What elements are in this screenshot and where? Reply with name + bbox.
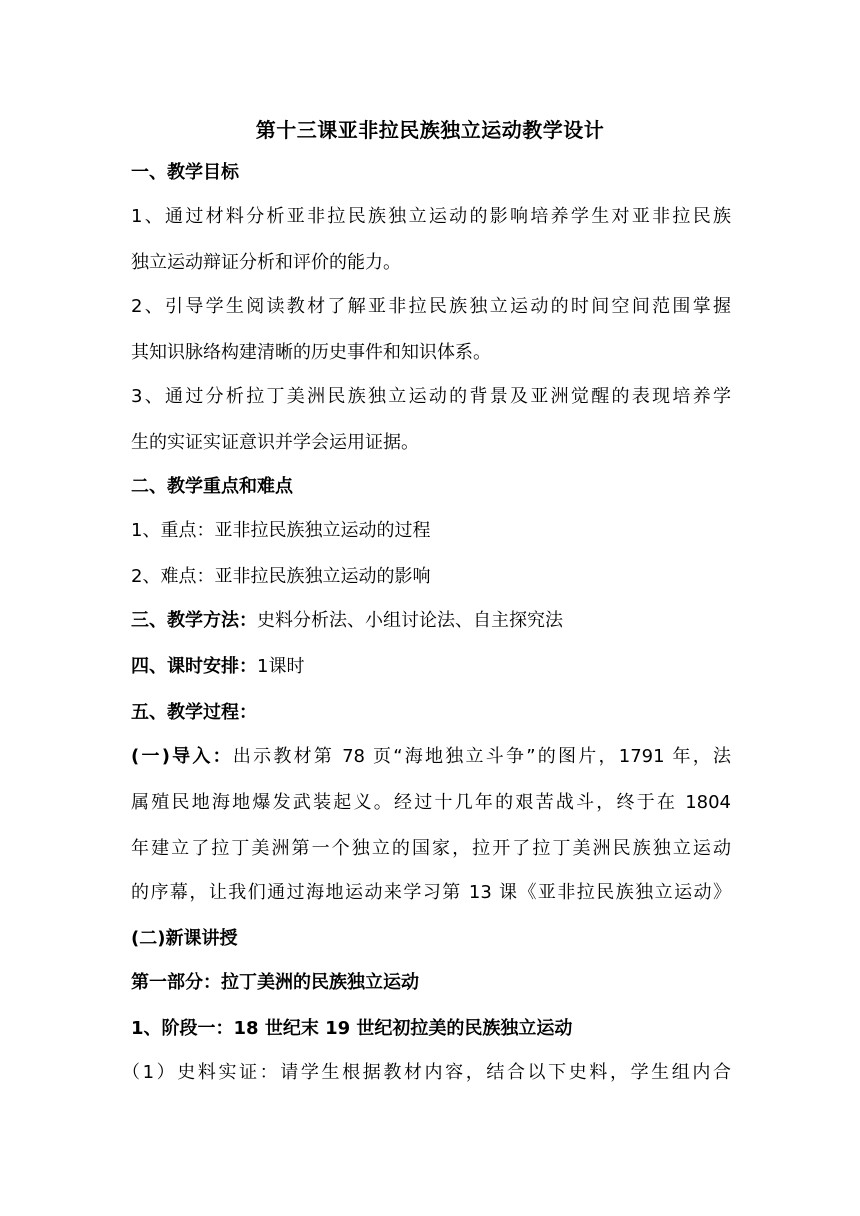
intro-line-4: 的序幕，让我们通过海地运动来学习第 13 课《亚非拉民族独立运动》: [131, 882, 731, 903]
teaching-methods-value: 史料分析法、小组讨论法、自主探究法: [257, 610, 563, 631]
intro-text-1: 出示教材第 78 页“海地独立斗争”的图片，1791 年，法: [232, 746, 731, 767]
objective-3-line-1: 3、通过分析拉丁美洲民族独立运动的背景及亚洲觉醒的表现培养学: [131, 386, 731, 407]
objective-1-line-1: 1、通过材料分析亚非拉民族独立运动的影响培养学生对亚非拉民族: [131, 206, 731, 227]
class-hours-label: 四、课时安排：: [131, 656, 257, 677]
key-point-focus: 1、重点：亚非拉民族独立运动的过程: [131, 520, 431, 541]
intro-label: (一)导入：: [131, 746, 233, 767]
class-hours-value: 1课时: [257, 656, 305, 677]
section-heading-key-points: 二、教学重点和难点: [131, 476, 293, 497]
objective-1-line-2: 独立运动辩证分析和评价的能力。: [131, 252, 401, 273]
stage-1-heading: 1、阶段一：18 世纪末 19 世纪初拉美的民族独立运动: [131, 1018, 573, 1039]
section-heading-process: 五、教学过程：: [131, 702, 257, 723]
class-hours: [131, 654, 731, 680]
objective-3-line-2: 生的实证实证意识并学会运用证据。: [131, 432, 419, 453]
section-heading-objectives: 一、教学目标: [131, 162, 239, 183]
intro-line-1: [131, 744, 731, 770]
part-1-heading: 第一部分：拉丁美洲的民族独立运动: [131, 972, 419, 993]
objective-2-line-1: 2、引导学生阅读教材了解亚非拉民族独立运动的时间空间范围掌握: [131, 296, 731, 317]
objective-2-line-2: 其知识脉络构建清晰的历史事件和知识体系。: [131, 342, 491, 363]
intro-line-3: 年建立了拉丁美洲第一个独立的国家，拉开了拉丁美洲民族独立运动: [131, 838, 731, 859]
evidence-line: （1）史料实证：请学生根据教材内容，结合以下史料，学生组内合: [122, 1062, 731, 1083]
intro-line-2: 属殖民地海地爆发武装起义。经过十几年的艰苦战斗，终于在 1804: [131, 792, 731, 813]
teaching-methods-label: 三、教学方法：: [131, 610, 257, 631]
key-point-difficulty: 2、难点：亚非拉民族独立运动的影响: [131, 566, 431, 587]
document-title: 第十三课亚非拉民族独立运动教学设计: [255, 118, 605, 142]
new-lesson-heading: (二)新课讲授: [131, 928, 238, 949]
teaching-methods: [131, 608, 731, 634]
